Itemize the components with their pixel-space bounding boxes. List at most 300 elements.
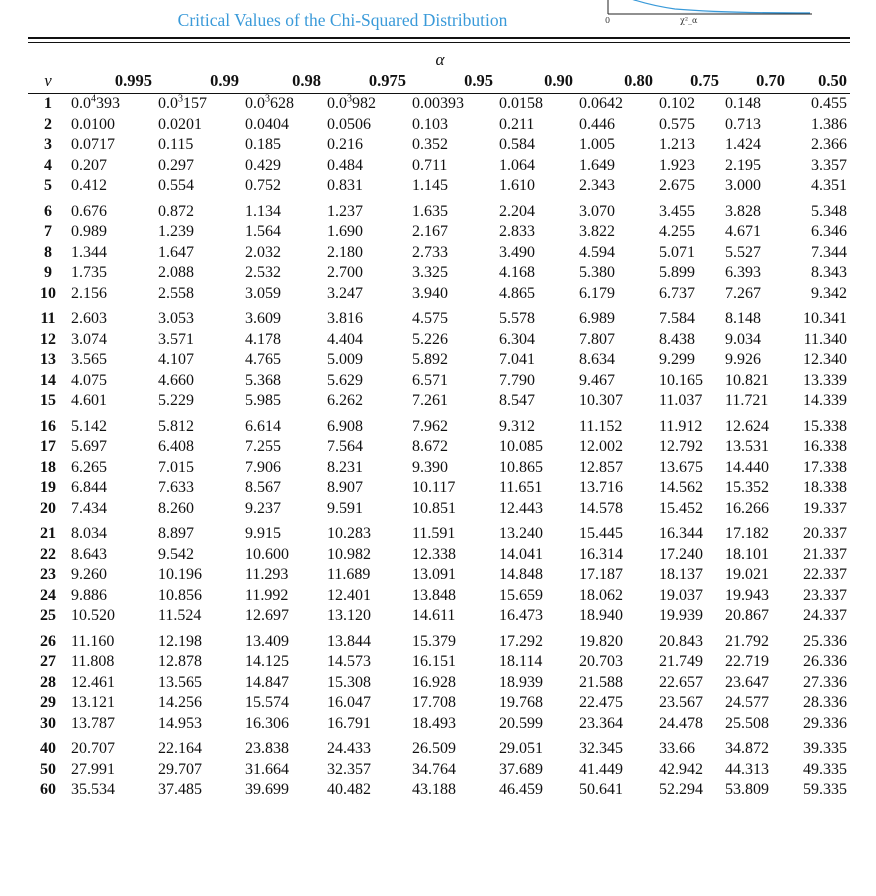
degrees-of-freedom-cell: 12 [40,330,56,348]
critical-value-cell: 8.343 [811,264,847,282]
critical-value-cell: 8.438 [659,330,695,348]
critical-value-cell: 10.520 [71,607,115,625]
critical-value-cell: 3.357 [811,156,847,174]
critical-value-cell: 5.071 [659,243,695,261]
table-row [28,519,850,545]
critical-value-cell: 8.643 [71,545,107,563]
critical-value-cell: 12.857 [579,458,623,476]
degrees-of-freedom-cell: 7 [44,223,52,241]
critical-value-cell: 18.101 [725,545,769,563]
critical-value-cell: 6.179 [579,284,615,302]
critical-value-cell: 4.255 [659,223,695,241]
critical-value-cell: 13.120 [327,607,371,625]
critical-value-cell: 3.490 [499,243,535,261]
critical-value-cell: 11.912 [659,417,703,435]
critical-value-cell: 28.336 [803,694,847,712]
critical-value-cell: 18.062 [579,586,623,604]
critical-value-cell: $0.0^3157$ [158,93,207,113]
critical-value-cell: 0.711 [412,156,448,174]
critical-value-cell: 44.313 [725,760,769,778]
critical-value-cell: 11.992 [245,586,289,604]
critical-value-cell: 12.792 [659,438,703,456]
critical-value-cell: 0.216 [327,136,363,154]
critical-value-cell: 3.609 [245,310,281,328]
critical-value-cell: 24.478 [659,714,703,732]
critical-value-cell: 16.791 [327,714,371,732]
critical-value-cell: 9.237 [245,499,281,517]
critical-value-cell: 22.337 [803,566,847,584]
table-row [28,391,850,412]
critical-value-cell: 4.075 [71,371,107,389]
critical-value-cell: 13.339 [803,371,847,389]
critical-value-cell: 29.051 [499,740,543,758]
critical-value-cell: 14.848 [499,566,543,584]
critical-value-cell: 11.808 [71,653,115,671]
critical-value-cell: 14.256 [158,694,202,712]
critical-value-cell: 19.943 [725,586,769,604]
critical-value-cell: 14.339 [803,392,847,410]
critical-value-cell: 20.599 [499,714,543,732]
degrees-of-freedom-cell: 2 [44,115,52,133]
critical-value-cell: 12.340 [803,351,847,369]
degrees-of-freedom-cell: 27 [40,653,56,671]
distribution-figure [600,0,820,30]
critical-value-cell: 0.207 [71,156,107,174]
critical-value-cell: 1.649 [579,156,615,174]
critical-value-cell: 24.433 [327,740,371,758]
critical-value-cell: 1.690 [327,223,363,241]
critical-value-cell: 5.629 [327,371,363,389]
degrees-of-freedom-cell: 25 [40,607,56,625]
critical-value-cell: 12.401 [327,586,371,604]
critical-value-cell: 6.844 [71,479,107,497]
critical-value-cell: 10.283 [327,525,371,543]
critical-value-cell: 11.037 [659,392,703,410]
critical-value-cell: 31.664 [245,760,289,778]
critical-value-cell: 12.002 [579,438,623,456]
critical-value-cell: 0.575 [659,115,695,133]
critical-value-cell: 24.337 [803,607,847,625]
critical-value-cell: 2.195 [725,156,761,174]
critical-value-cell: 2.675 [659,177,695,195]
critical-value-cell: 3.565 [71,351,107,369]
critical-value-cell: 13.716 [579,479,623,497]
critical-value-cell: 10.341 [803,310,847,328]
critical-value-cell: 5.527 [725,243,761,261]
critical-value-cell: 20.703 [579,653,623,671]
table-row [28,545,850,566]
critical-value-cell: 37.485 [158,781,202,799]
critical-value-cell: 0.989 [71,223,107,241]
critical-value-cell: 10.085 [499,438,543,456]
critical-value-cell: 16.306 [245,714,289,732]
table-row [28,412,850,438]
degrees-of-freedom-cell: 5 [44,177,52,195]
critical-value-cell: 5.009 [327,351,363,369]
critical-value-cell: 25.336 [803,632,847,650]
critical-value-cell: 10.982 [327,545,371,563]
degrees-of-freedom-cell: 14 [40,371,56,389]
critical-value-cell: 7.807 [579,330,615,348]
degrees-of-freedom-cell: 3 [44,136,52,154]
critical-value-cell: 1.145 [412,177,448,195]
critical-value-cell: 6.408 [158,438,194,456]
critical-value-cell: 6.908 [327,417,363,435]
critical-value-cell: 0.103 [412,115,448,133]
critical-value-cell: 15.574 [245,694,289,712]
critical-value-cell: 2.156 [71,284,107,302]
degrees-of-freedom-cell: 9 [44,264,52,282]
critical-value-cell: 17.708 [412,694,456,712]
column-header-alpha: 0.80 [624,70,653,90]
critical-value-cell: 3.074 [71,330,107,348]
critical-value-cell: 4.404 [327,330,363,348]
critical-value-cell: 13.121 [71,694,115,712]
degrees-of-freedom-cell: 21 [40,525,56,543]
critical-value-cell: 11.591 [412,525,456,543]
critical-value-cell: 3.070 [579,202,615,220]
critical-value-cell: 0.484 [327,156,363,174]
column-header-alpha: 0.75 [690,70,719,90]
critical-value-cell: 23.838 [245,740,289,758]
critical-value-cell: 19.939 [659,607,703,625]
critical-value-cell: 0.352 [412,136,448,154]
critical-value-cell: 19.820 [579,632,623,650]
degrees-of-freedom-cell: 29 [40,694,56,712]
critical-value-cell: 7.344 [811,243,847,261]
critical-value-cell: 2.366 [811,136,847,154]
degrees-of-freedom-cell: 40 [40,740,56,758]
critical-value-cell: 0.584 [499,136,535,154]
critical-value-cell: 7.564 [327,438,363,456]
critical-value-cell: 14.041 [499,545,543,563]
critical-value-cell: 6.989 [579,310,615,328]
degrees-of-freedom-cell: 4 [44,156,52,174]
critical-value-cell: 2.343 [579,177,615,195]
critical-value-cell: 6.393 [725,264,761,282]
critical-value-cell: 8.897 [158,525,194,543]
critical-value-cell: 7.790 [499,371,535,389]
critical-value-cell: 14.611 [412,607,456,625]
critical-value-cell: 1.647 [158,243,194,261]
critical-value-cell: 10.851 [412,499,456,517]
critical-value-cell: 15.338 [803,417,847,435]
critical-value-cell: 9.591 [327,499,363,517]
critical-value-cell: 7.906 [245,458,281,476]
critical-value-cell: 20.337 [803,525,847,543]
critical-value-cell: 8.231 [327,458,363,476]
table-row [28,673,850,694]
critical-value-cell: 50.641 [579,781,623,799]
critical-value-cell: 5.892 [412,351,448,369]
critical-value-cell: 17.187 [579,566,623,584]
table-row [28,222,850,243]
critical-value-cell: 13.240 [499,525,543,543]
critical-value-cell: 16.266 [725,499,769,517]
critical-value-cell: 21.749 [659,653,703,671]
critical-value-cell: 1.239 [158,223,194,241]
critical-value-cell: 0.00393 [412,95,464,113]
critical-value-cell: 6.304 [499,330,535,348]
critical-value-cell: 1.610 [499,177,535,195]
critical-value-cell: 6.265 [71,458,107,476]
critical-value-cell: 8.547 [499,392,535,410]
critical-value-cell: 13.091 [412,566,456,584]
table-row [28,135,850,156]
critical-value-cell: 4.575 [412,310,448,328]
critical-value-cell: 16.338 [803,438,847,456]
table-row [28,458,850,479]
critical-value-cell: 8.567 [245,479,281,497]
critical-value-cell: 7.041 [499,351,535,369]
critical-value-cell: 33.66 [659,740,695,758]
critical-value-cell: 2.167 [412,223,448,241]
critical-value-cell: 2.558 [158,284,194,302]
table-row [28,760,850,781]
critical-value-cell: 5.142 [71,417,107,435]
critical-value-cell: 15.352 [725,479,769,497]
critical-value-cell: 9.312 [499,417,535,435]
table-row [28,565,850,586]
critical-value-cell: 12.198 [158,632,202,650]
degrees-of-freedom-cell: 28 [40,673,56,691]
critical-value-cell: 19.768 [499,694,543,712]
critical-value-cell: 15.659 [499,586,543,604]
critical-value-cell: 16.473 [499,607,543,625]
critical-value-cell: 0.455 [811,95,847,113]
table-row [28,176,850,197]
critical-value-cell: 0.185 [245,136,281,154]
column-header-alpha: 0.95 [464,70,493,90]
critical-value-cell: 14.125 [245,653,289,671]
critical-value-cell: $0.0^3628$ [245,93,294,113]
critical-value-cell: 20.707 [71,740,115,758]
critical-value-cell: 5.226 [412,330,448,348]
critical-value-cell: 13.565 [158,673,202,691]
critical-value-cell: 20.843 [659,632,703,650]
critical-value-cell: 4.865 [499,284,535,302]
critical-value-cell: 2.532 [245,264,281,282]
critical-value-cell: 2.180 [327,243,363,261]
degrees-of-freedom-cell: 30 [40,714,56,732]
critical-value-cell: 17.338 [803,458,847,476]
critical-value-cell: 16.151 [412,653,456,671]
critical-value-cell: 7.584 [659,310,695,328]
critical-value-cell: 10.600 [245,545,289,563]
critical-value-cell: 12.624 [725,417,769,435]
table-row [28,714,850,735]
critical-value-cell: 9.886 [71,586,107,604]
header-row [28,68,850,94]
critical-value-cell: 6.346 [811,223,847,241]
critical-value-cell: 8.260 [158,499,194,517]
column-header-alpha: 0.995 [114,70,152,90]
critical-value-cell: 1.005 [579,136,615,154]
critical-value-cell: 1.344 [71,243,107,261]
critical-value-cell: 11.721 [725,392,769,410]
degrees-of-freedom-cell: 11 [40,310,56,328]
critical-value-cell: 13.787 [71,714,115,732]
critical-value-cell: 35.534 [71,781,115,799]
critical-value-cell: 0.0404 [245,115,289,133]
table-row [28,606,850,627]
table-row [28,330,850,351]
critical-value-cell: 29.336 [803,714,847,732]
critical-value-cell: 26.509 [412,740,456,758]
critical-value-cell: 23.647 [725,673,769,691]
critical-value-cell: 1.564 [245,223,281,241]
critical-value-cell: 13.844 [327,632,371,650]
critical-value-cell: 10.165 [659,371,703,389]
critical-value-cell: 13.409 [245,632,289,650]
critical-value-cell: 5.348 [811,202,847,220]
degrees-of-freedom-cell: 17 [40,438,56,456]
critical-value-cell: 34.764 [412,760,456,778]
critical-value-cell: 10.865 [499,458,543,476]
critical-value-cell: 4.351 [811,177,847,195]
table-row [28,499,850,520]
critical-value-cell: 4.601 [71,392,107,410]
column-header-alpha: 0.50 [818,70,847,90]
critical-value-cell: 1.213 [659,136,695,154]
table-row [28,734,850,760]
degrees-of-freedom-cell: 26 [40,632,56,650]
critical-value-cell: 18.137 [659,566,703,584]
critical-value-cell: 11.160 [71,632,115,650]
table-row [28,243,850,264]
critical-value-cell: 3.940 [412,284,448,302]
figure-zero-label: 0 [605,16,611,25]
top-double-rule-1 [28,37,850,39]
critical-value-cell: 9.926 [725,351,761,369]
critical-value-cell: 9.915 [245,525,281,543]
critical-value-cell: 11.651 [499,479,543,497]
critical-value-cell: 0.102 [659,95,695,113]
critical-value-cell: 18.338 [803,479,847,497]
critical-value-cell: 5.812 [158,417,194,435]
critical-value-cell: 8.148 [725,310,761,328]
critical-value-cell: 4.660 [158,371,194,389]
critical-value-cell: 3.059 [245,284,281,302]
column-header-alpha: 0.99 [210,70,239,90]
critical-value-cell: 18.493 [412,714,456,732]
table-row [28,284,850,305]
critical-value-cell: $0.0^4393$ [71,93,120,113]
critical-value-cell: 3.816 [327,310,363,328]
critical-value-cell: 21.792 [725,632,769,650]
figure-critical-label: χ²_α [680,16,698,25]
critical-value-cell: 1.635 [412,202,448,220]
critical-value-cell: 19.037 [659,586,703,604]
critical-value-cell: 37.689 [499,760,543,778]
critical-value-cell: 11.524 [158,607,202,625]
critical-value-cell: 59.335 [803,781,847,799]
critical-value-cell: 5.697 [71,438,107,456]
column-header-v: v [44,70,52,90]
degrees-of-freedom-cell: 15 [40,392,56,410]
critical-value-cell: 9.299 [659,351,695,369]
critical-value-cell: 22.475 [579,694,623,712]
critical-value-cell: 9.542 [158,545,194,563]
table-row [28,263,850,284]
critical-value-cell: 10.307 [579,392,623,410]
critical-value-cell: 13.848 [412,586,456,604]
chi-squared-table [28,68,850,801]
critical-value-cell: 53.809 [725,781,769,799]
critical-value-cell: 0.115 [158,136,194,154]
critical-value-cell: 7.434 [71,499,107,517]
critical-value-cell: 21.588 [579,673,623,691]
alpha-header: α [435,50,445,69]
critical-value-cell: 3.247 [327,284,363,302]
table-row [28,652,850,673]
critical-value-cell: 15.379 [412,632,456,650]
critical-value-cell: 8.634 [579,351,615,369]
critical-value-cell: 23.337 [803,586,847,604]
critical-value-cell: 4.178 [245,330,281,348]
degrees-of-freedom-cell: 60 [40,781,56,799]
critical-value-cell: 29.707 [158,760,202,778]
table-row [28,437,850,458]
critical-value-cell: 7.255 [245,438,281,456]
critical-value-cell: 12.461 [71,673,115,691]
critical-value-cell: $0.0^3982$ [327,93,376,113]
column-header-alpha: 0.975 [368,70,406,90]
critical-value-cell: 4.671 [725,223,761,241]
table-row [28,371,850,392]
critical-value-cell: 0.429 [245,156,281,174]
critical-value-cell: 16.314 [579,545,623,563]
critical-value-cell: 2.032 [245,243,281,261]
critical-value-cell: 5.985 [245,392,281,410]
column-header-alpha: 0.90 [544,70,573,90]
critical-value-cell: 3.000 [725,177,761,195]
critical-value-cell: 1.134 [245,202,281,220]
critical-value-cell: 2.088 [158,264,194,282]
critical-value-cell: 22.657 [659,673,703,691]
critical-value-cell: 9.342 [811,284,847,302]
table-row [28,304,850,330]
critical-value-cell: 10.856 [158,586,202,604]
critical-value-cell: 17.182 [725,525,769,543]
critical-value-cell: 9.467 [579,371,615,389]
critical-value-cell: 1.386 [811,115,847,133]
critical-value-cell: 0.446 [579,115,615,133]
critical-value-cell: 14.578 [579,499,623,517]
critical-value-cell: 26.336 [803,653,847,671]
degrees-of-freedom-cell: 1 [44,95,52,113]
critical-value-cell: 14.953 [158,714,202,732]
critical-value-cell: 1.064 [499,156,535,174]
degrees-of-freedom-cell: 22 [40,545,56,563]
critical-value-cell: 40.482 [327,781,371,799]
critical-value-cell: 22.164 [158,740,202,758]
critical-value-cell: 39.335 [803,740,847,758]
critical-value-cell: 13.531 [725,438,769,456]
table-row [28,156,850,177]
degrees-of-freedom-cell: 13 [40,351,56,369]
table-row [28,115,850,136]
critical-value-cell: 1.923 [659,156,695,174]
critical-value-cell: 0.211 [499,115,535,133]
critical-value-cell: 0.0717 [71,136,115,154]
critical-value-cell: 19.021 [725,566,769,584]
critical-value-cell: 16.344 [659,525,703,543]
critical-value-cell: 10.117 [412,479,456,497]
critical-value-cell: 5.899 [659,264,695,282]
critical-value-cell: 0.676 [71,202,107,220]
critical-value-cell: 43.188 [412,781,456,799]
